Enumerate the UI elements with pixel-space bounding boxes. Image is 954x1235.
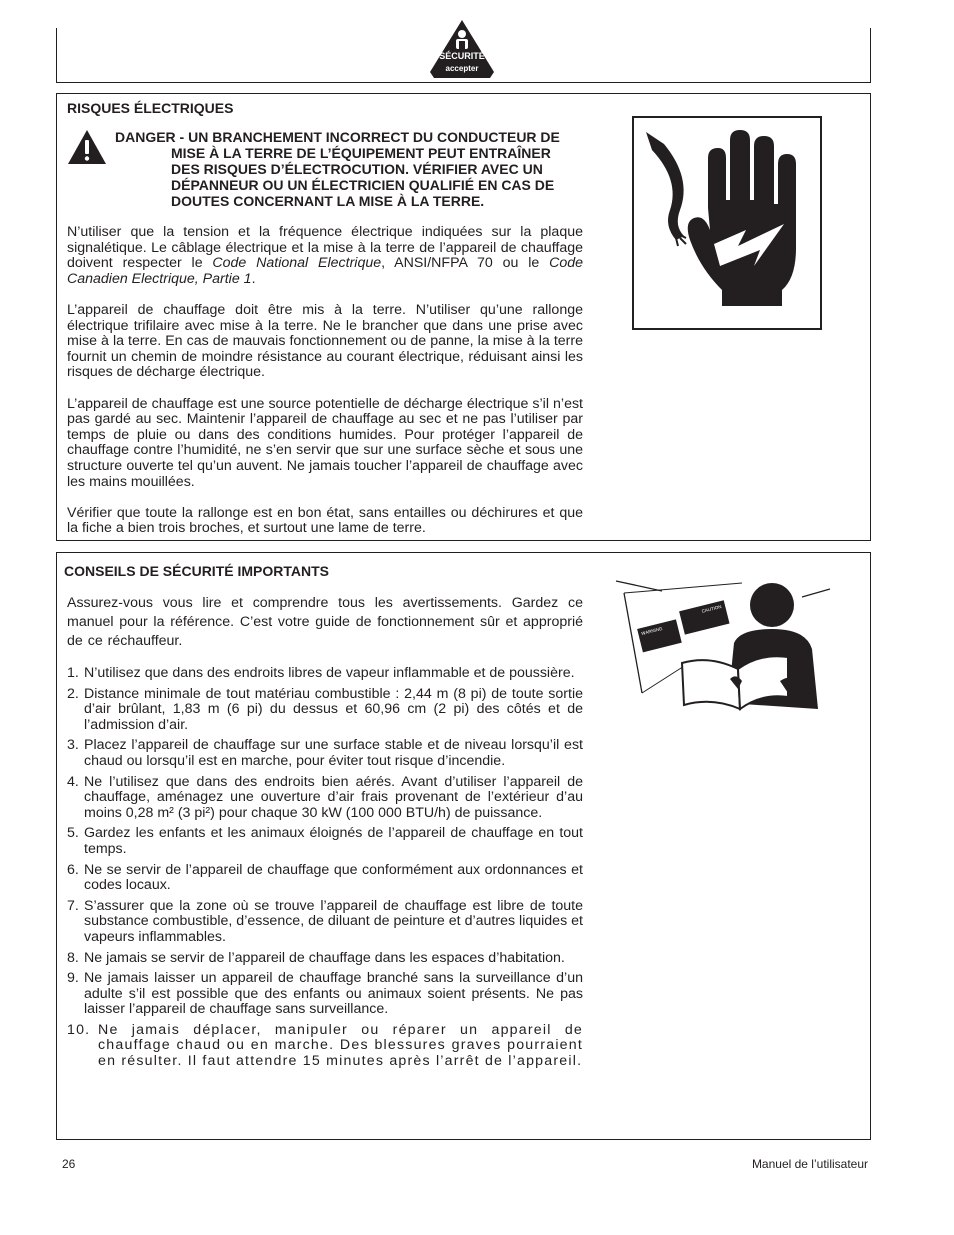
safety-list	[67, 666, 583, 1075]
list-item-number: 8.	[67, 949, 79, 966]
list-item-number: 7.	[67, 897, 79, 914]
danger-notice	[67, 129, 583, 209]
list-item-number: 9.	[67, 970, 79, 987]
badge-subtitle: accepter	[445, 64, 479, 73]
warning-triangle-icon	[67, 129, 107, 165]
warning-label-text: WARNING	[640, 625, 663, 637]
list-item-number: 2.	[67, 685, 79, 702]
list-item-text: Ne l’utilisez que dans des endroits bien aérés. Avant d’utiliser l’appareil de chauffage, aménagez une ouverture d’air frais provenant de l’extérieur d’au moins 0,28 m² (3 pi²) pour chaque 30 kW (100 000 BTU/h) de puissance.	[84, 773, 583, 821]
safety-intro	[67, 594, 583, 651]
list-item-text: Ne jamais se servir de l’appareil de chauffage dans les espaces d’habitation.	[84, 949, 565, 966]
list-item	[67, 666, 583, 682]
safety-items	[67, 666, 583, 1070]
list-item	[67, 687, 583, 734]
list-item	[67, 863, 583, 894]
paragraph-voltage-text: N’utiliser que la tension et la fréquence électrique indiquées sur la plaque signalétique. Le câblage électrique et la mise à la terre de l’appareil de chauffage doivent respecter le	[67, 224, 583, 272]
electrocution-hand-illustration	[632, 116, 822, 330]
paragraph-extension-cord: Vérifier que toute la rallonge est en bon état, sans entailles ou déchirures et que la fiche a bien trois broches, et surtout une lame de terre.	[67, 504, 583, 537]
paragraph-moisture: L’appareil de chauffage est une source potentielle de décharge électrique s’il n’est pas gardé au sec. Maintenir l’appareil de chauffage au sec et ne pas l’utiliser par temps de pluie ou dans des conditions humides. Pour protéger l’appareil de chauffage contre l’humidité, ne s’en servir que sur une surface sèche et sous une structure ouverte tel qu’un auvent. Ne jamais toucher l’appareil de chauffage avec les mains mouillées.	[67, 395, 583, 490]
list-item-number: 6.	[67, 861, 79, 878]
electrical-body	[67, 225, 583, 537]
list-item-number: 4.	[67, 773, 79, 790]
electrical-risks-section	[56, 93, 871, 541]
list-item	[67, 826, 583, 857]
list-item-number: 10.	[67, 1021, 91, 1038]
list-item-text: Ne se servir de l’appareil de chauffage que conformément aux ordonnances et codes locaux.	[84, 861, 583, 894]
list-item-number: 3.	[67, 737, 79, 754]
list-item	[67, 971, 583, 1018]
list-item-text: Ne jamais laisser un appareil de chauffage branché sans la surveillance d’un adulte s’il est possible que des enfants ou animaux soient présents. Ne pas laisser l’appareil de chauffage sans surveillance.	[84, 970, 583, 1018]
safety-tips-section	[56, 552, 871, 1140]
reading-manual-illustration	[612, 573, 832, 713]
list-item	[67, 1023, 583, 1070]
list-item-text: N’utilisez que dans des endroits libres de vapeur inflammable et de poussière.	[84, 665, 575, 681]
paragraph-voltage-text-2: , ANSI/NFPA 70 ou le	[381, 255, 550, 272]
paragraph-voltage-end: .	[251, 270, 256, 287]
paragraph-grounding: L’appareil de chauffage doit être mis à la terre. N’utiliser qu’une rallonge électrique trifilaire avec mise à la terre. Ne le brancher que dans une prise avec mise à la terre. En cas de mauvais fonctionnement ou de panne, la mise à la terre fournit un chemin de moindre résistance au courant électrique, réduisant ainsi les risques de décharge électrique.	[67, 301, 583, 381]
electrical-risks-title: RISQUES ÉLECTRIQUES	[67, 100, 234, 116]
paragraph-voltage	[67, 225, 583, 287]
safety-tips-title: CONSEILS DE SÉCURITÉ IMPORTANTS	[64, 563, 329, 579]
national-code-ref: Code National Electrique	[212, 255, 382, 272]
list-item-text: Placez l’appareil de chauffage sur une surface stable et de niveau lorsqu’il est chaud ou lorsqu’il est en marche, pour éviter tout risque d’incendie.	[84, 737, 583, 769]
list-item	[67, 899, 583, 946]
list-item	[67, 951, 583, 967]
safety-badge	[430, 20, 494, 78]
list-item	[67, 775, 583, 822]
page-number: 26	[62, 1157, 76, 1171]
list-item-text: S’assurer que la zone où se trouve l’appareil de chauffage est libre de toute substance combustible, d’essence, de diluant de peinture et d’autres liquides et vapeurs inflammables.	[84, 897, 583, 945]
electric-hand-icon	[634, 118, 820, 328]
canadian-code-ref: Code Canadien Electrique, Partie 1	[67, 255, 583, 287]
list-item	[67, 738, 583, 769]
badge-title: SÉCURITÉ	[439, 51, 485, 61]
list-item-text: Gardez les enfants et les animaux éloignés de l’appareil de chauffage en tout temps.	[84, 825, 583, 857]
manual-name: Manuel de l’utilisateur	[751, 1157, 868, 1171]
person-reading-manual-icon	[612, 573, 832, 713]
safety-intro-text: Assurez-vous vous lire et comprendre tous les avertissements. Gardez ce manuel pour la référence. C’est votre guide de fonctionnement sûr et approprié de ce réchauffeur.	[67, 595, 583, 649]
list-item-text: Distance minimale de tout matériau combustible : 2,44 m (8 pi) de toute sortie d’air brûlant, 1,83 m (6 pi) du dessus et 60,96 cm (2 pi) des côtés et de l’admission d’air.	[84, 685, 583, 733]
list-item-number: 5.	[67, 825, 79, 842]
list-item-number: 1.	[67, 665, 79, 681]
caution-label-text: CAUTION	[701, 604, 723, 614]
danger-text: DANGER - UN BRANCHEMENT INCORRECT DU CONDUCTEUR DE MISE À LA TERRE DE L’ÉQUIPEMENT PEUT ENTRAÎNER DES RISQUES D’ÉLECTROCUTION. VÉRIFIER AVEC UN DÉPANNEUR OU UN ÉLECTRICIEN QUALIFIÉ EN CAS DE DOUTES CONCERNANT LA MISE À LA TERRE.	[115, 129, 560, 209]
list-item-text: Ne jamais déplacer, manipuler ou réparer un appareil de chauffage chaud ou en marche. Des blessures graves pourraient en résulter. Il faut attendre 15 minutes après l’arrêt de l’appareil.	[98, 1021, 583, 1070]
